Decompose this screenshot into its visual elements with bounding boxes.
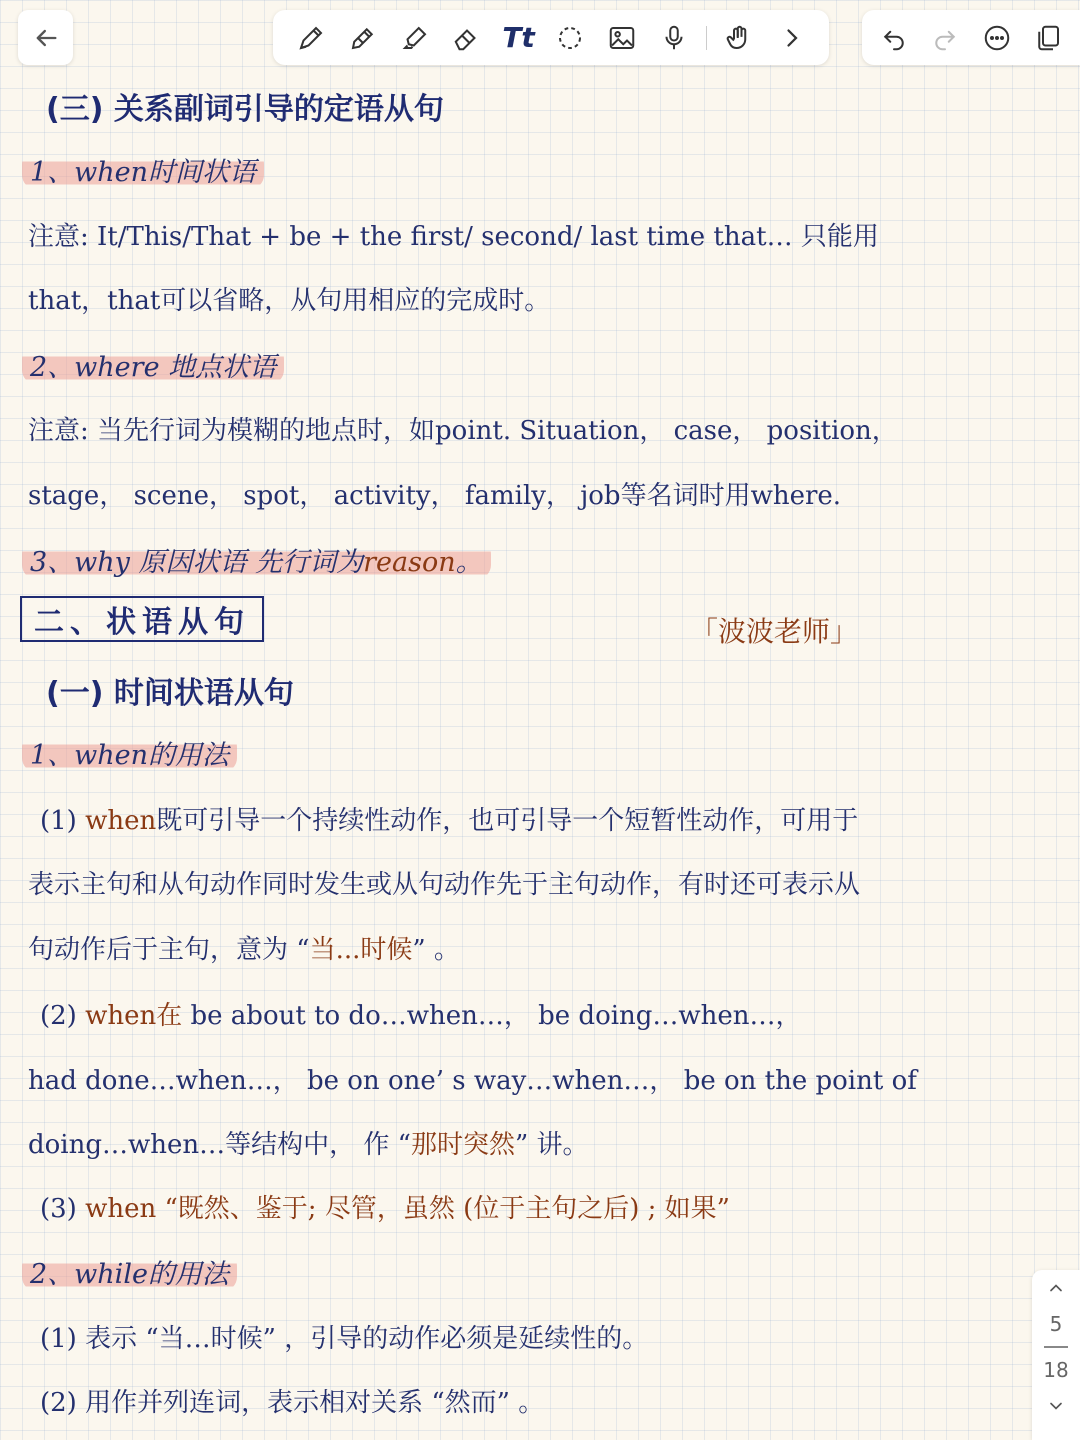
- note-line: 表示主句和从句动作同时发生或从句动作先于主句动作，有时还可表示从: [28, 870, 861, 900]
- pages-button[interactable]: [1028, 18, 1068, 58]
- pages-icon: [1033, 23, 1063, 53]
- voice-tool-button[interactable]: [654, 18, 694, 58]
- subheading-why-text: 3、why 原因状语 先行词为: [30, 547, 364, 578]
- drawing-toolbar: [273, 10, 829, 65]
- highlight-word: when: [85, 1194, 157, 1224]
- eraser-icon: [452, 23, 482, 53]
- pencil-tool-button[interactable]: [343, 18, 383, 58]
- note-line: (1) 表示 “当…时候” ，引导的动作必须是延续性的。: [40, 1324, 649, 1354]
- undo-button[interactable]: [874, 18, 914, 58]
- note-line: [40, 995, 802, 1032]
- chevron-right-icon: [776, 23, 806, 53]
- eraser-tool-button[interactable]: [447, 18, 487, 58]
- microphone-icon: [659, 23, 689, 53]
- lasso-tool-button[interactable]: [550, 18, 590, 58]
- item-number: (1): [40, 806, 77, 836]
- hand-icon: [724, 23, 754, 53]
- item-text: 既可引导一个持续性动作，也可引导一个短暂性动作，可用于: [156, 806, 859, 836]
- highlight-word: when在: [85, 1001, 183, 1031]
- page-navigator: [1032, 1270, 1080, 1440]
- note-line: had done…when…， be on one’ s way…when…， be on the point of: [28, 1066, 917, 1096]
- total-pages: 18: [1043, 1357, 1069, 1382]
- item-text: 句动作后于主句，意为 “: [28, 935, 310, 965]
- note-line: that，that可以省略，从句用相应的完成时。: [28, 286, 551, 316]
- marker-icon: [400, 23, 430, 53]
- section-title-relative-adverb: (三) 关系副词引导的定语从句: [46, 92, 444, 127]
- note-line: [40, 800, 858, 837]
- chevron-up-icon: [1046, 1278, 1066, 1298]
- pen-icon: [296, 23, 326, 53]
- next-page-button[interactable]: [1046, 1388, 1066, 1424]
- subheading-when-usage: 1、when的用法: [22, 733, 237, 772]
- subheading-when: 1、when时间状语: [22, 150, 264, 189]
- marker-tool-button[interactable]: [395, 18, 435, 58]
- more-options-button[interactable]: [977, 18, 1017, 58]
- subheading-why-end: 。: [455, 547, 483, 578]
- item-text: be about to do…when…， be doing…when…，: [190, 1001, 802, 1031]
- redo-icon: [930, 23, 960, 53]
- redo-button[interactable]: [925, 18, 965, 58]
- highlight-phrase: 那时突然: [410, 1130, 515, 1160]
- pencil-icon: [348, 23, 378, 53]
- item-number: (3): [40, 1194, 77, 1224]
- chevron-down-icon: [1046, 1396, 1066, 1416]
- note-line: [28, 1124, 589, 1161]
- subheading-while-usage: 2、while的用法: [22, 1252, 237, 1291]
- lasso-icon: [555, 23, 585, 53]
- section-title-time-clause: (一) 时间状语从句: [46, 676, 294, 711]
- highlight-word: reason: [363, 547, 456, 578]
- image-icon: [607, 23, 637, 53]
- text-tool-icon: Tt: [502, 21, 535, 54]
- highlight-phrase: 当...时候: [309, 935, 413, 965]
- previous-page-button[interactable]: [1046, 1270, 1066, 1306]
- author-signature: 「波波老师」: [690, 615, 859, 648]
- arrow-left-icon: [32, 24, 60, 52]
- boxed-section-title: 二、状语从句: [20, 596, 264, 642]
- subheading-where: 2、where 地点状语: [22, 345, 284, 384]
- more-tools-button[interactable]: [771, 18, 811, 58]
- note-line: (2) 用作并列连词，表示相对关系 “然而” 。: [40, 1388, 545, 1418]
- item-text: doing…when…等结构中， 作 “: [28, 1130, 411, 1160]
- text-tool-button[interactable]: [499, 18, 539, 58]
- back-button[interactable]: [18, 10, 73, 65]
- item-text: ” 讲。: [514, 1130, 589, 1160]
- more-icon: [982, 23, 1012, 53]
- page-divider: [1044, 1346, 1068, 1348]
- pen-tool-button[interactable]: [291, 18, 331, 58]
- undo-icon: [879, 23, 909, 53]
- note-line: 注意: It/This/That + be + the first/ second/ last time that… 只能用: [28, 222, 879, 252]
- highlight-word: when: [85, 806, 157, 836]
- note-line: [28, 929, 460, 966]
- item-number: (2): [40, 1001, 77, 1031]
- item-text: ” 。: [412, 935, 460, 965]
- current-page: 5: [1049, 1312, 1063, 1336]
- image-tool-button[interactable]: [602, 18, 642, 58]
- hand-tool-button[interactable]: [719, 18, 759, 58]
- note-line: [40, 1188, 730, 1225]
- note-line: stage， scene， spot， activity， family， job等名词时用where.: [28, 481, 842, 511]
- toolbar-divider: [706, 26, 707, 50]
- note-line: 注意: 当先行词为模糊的地点时，如point. Situation， case， position，: [28, 416, 898, 446]
- subheading-why: [22, 540, 491, 579]
- highlight-phrase: “既然、鉴于; 尽管，虽然 (位于主句之后) ; 如果”: [164, 1194, 730, 1224]
- document-toolbar: [862, 10, 1080, 65]
